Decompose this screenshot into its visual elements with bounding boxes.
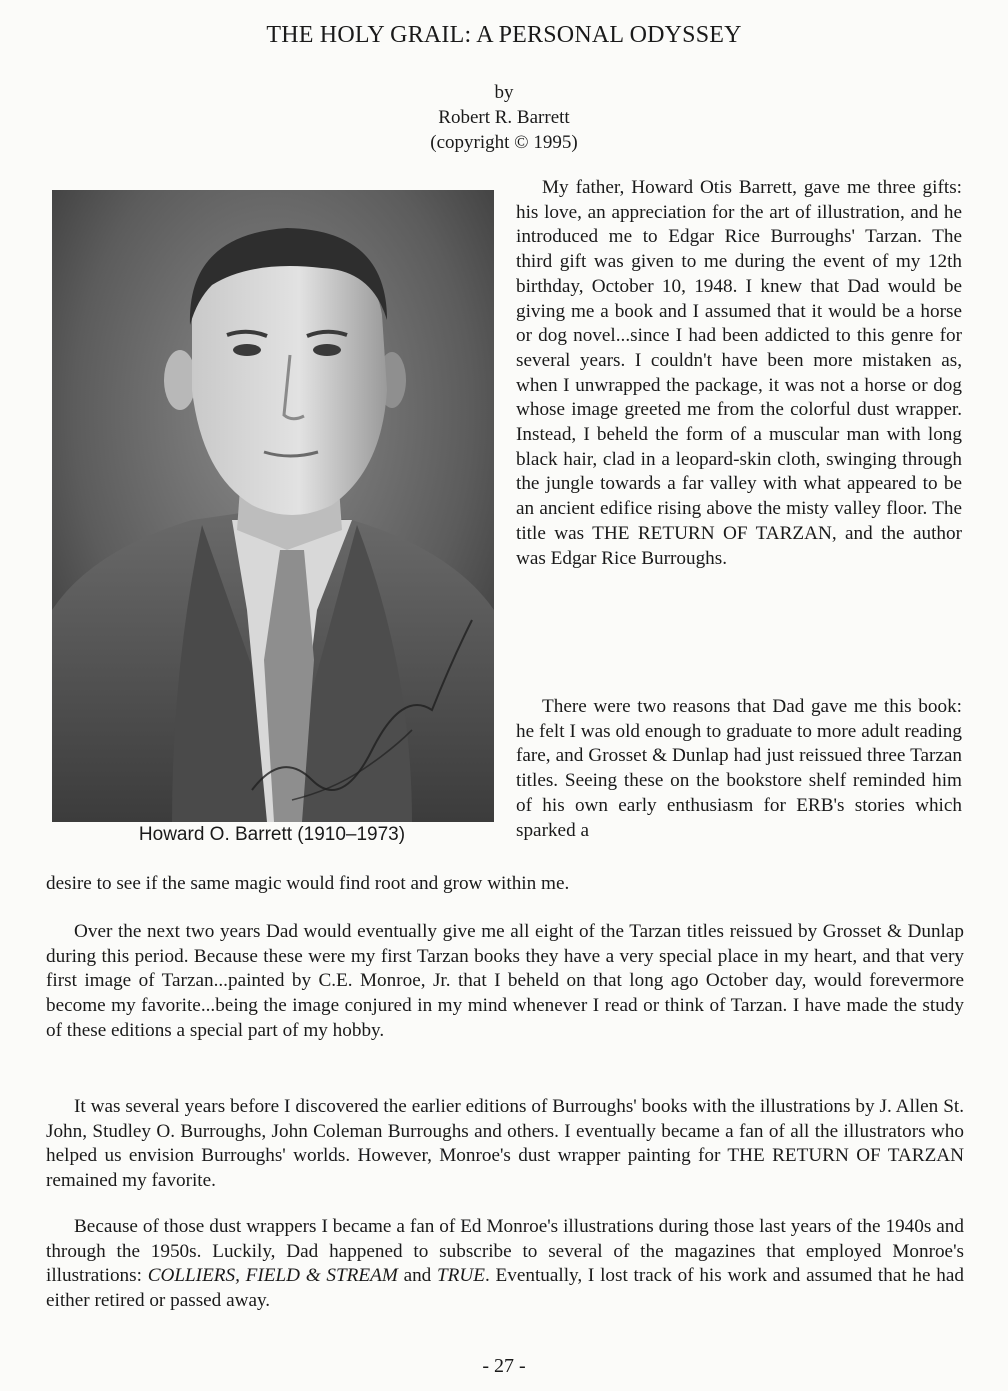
article-title: THE HOLY GRAIL: A PERSONAL ODYSSEY <box>266 22 742 48</box>
paragraph-2 <box>516 695 962 843</box>
paragraph-1 <box>516 176 962 571</box>
paragraph-5 <box>46 1215 964 1314</box>
portrait-photo <box>52 190 494 822</box>
byline-author: Robert R. Barrett <box>438 107 570 128</box>
paragraph-2-text: There were two reasons that Dad gave me this book: he felt I was old enough to graduate to more adult reading fare, and Grosset & Dunlap had just reissued three Tarzan titles. Seeing these on the bookstore shelf reminded him of his own early enthusiasm for ERB's stories which sparked a <box>516 696 962 841</box>
byline-by: by <box>494 82 514 103</box>
paragraph-5-text <box>46 1215 964 1314</box>
paragraph-1-text: My father, Howard Otis Barrett, gave me three gifts: his love, an appreciation for the art of illustration, and he introduced me to Edgar Rice Burroughs' Tarzan. The third gift was given to me during the event of my 12th birthday, October 10, 1948. I knew that Dad would be giving me a book and I assumed that it would be a horse or dog novel...since I had been addicted to this genre for several years. I couldn't have been more mistaken as, when I unwrapped the package, it was not a horse or dog whose image greeted me from the colorful dust wrapper. Instead, I beheld the form of a muscular man with long black hair, clad in a leopard-skin cloth, swinging through the jungle towards a far valley with what appeared to be an ancient edifice rising above the misty valley floor. The title was THE RETURN OF TARZAN, and the author was Edgar Rice Burroughs. <box>516 177 962 569</box>
paragraph-5-part-a: Because of those dust wrappers I became a fan of Ed Monroe's illustrations during those last years of the 1940s and through the 1950s. Luckily, Dad happened to subscribe to several of the magazines that employed Monroe's illustrations: <box>46 1216 964 1287</box>
paragraph-3 <box>46 920 964 1044</box>
paragraph-5-part-b: . Eventually, I lost track of his work and assumed that he had either retired or passed away. <box>46 1265 964 1312</box>
magazine-title-true: TRUE <box>437 1265 485 1287</box>
paragraph-3-text: Over the next two years Dad would eventually give me all eight of the Tarzan titles reissued by Grosset & Dunlap during this period. Because these were my first Tarzan books they have a very special place in my heart, and that very first image of Tarzan...painted by C.E. Monroe, Jr. that I beheld on that long ago October day, would forevermore become my favorite...being the image conjured in my mind whenever I read or think of Tarzan. I have made the study of these editions a special part of my hobby. <box>46 921 964 1041</box>
magazine-titles: COLLIERS, FIELD & STREAM <box>147 1265 398 1287</box>
byline-copyright: (copyright © 1995) <box>430 132 578 153</box>
paragraph-5-and: and <box>397 1265 438 1287</box>
paragraph-4 <box>46 1095 964 1194</box>
byline <box>0 80 1008 155</box>
page-number: - 27 - <box>482 1355 526 1377</box>
paragraph-4-text: It was several years before I discovered the earlier editions of Burroughs' books with the illustrations by J. Allen St. John, Studley O. Burroughs, John Coleman Burroughs and others. I eventually became a fan of all the illustrators who helped us envision Burroughs' worlds. However, Monroe's dust wrapper painting for THE RETURN OF TARZAN remained my favorite. <box>46 1096 964 1192</box>
paragraph-2-continuation: desire to see if the same magic would find root and grow within me. <box>46 873 570 894</box>
photo-caption: Howard O. Barrett (1910–1973) <box>138 824 406 845</box>
portrait-illustration <box>52 190 494 822</box>
